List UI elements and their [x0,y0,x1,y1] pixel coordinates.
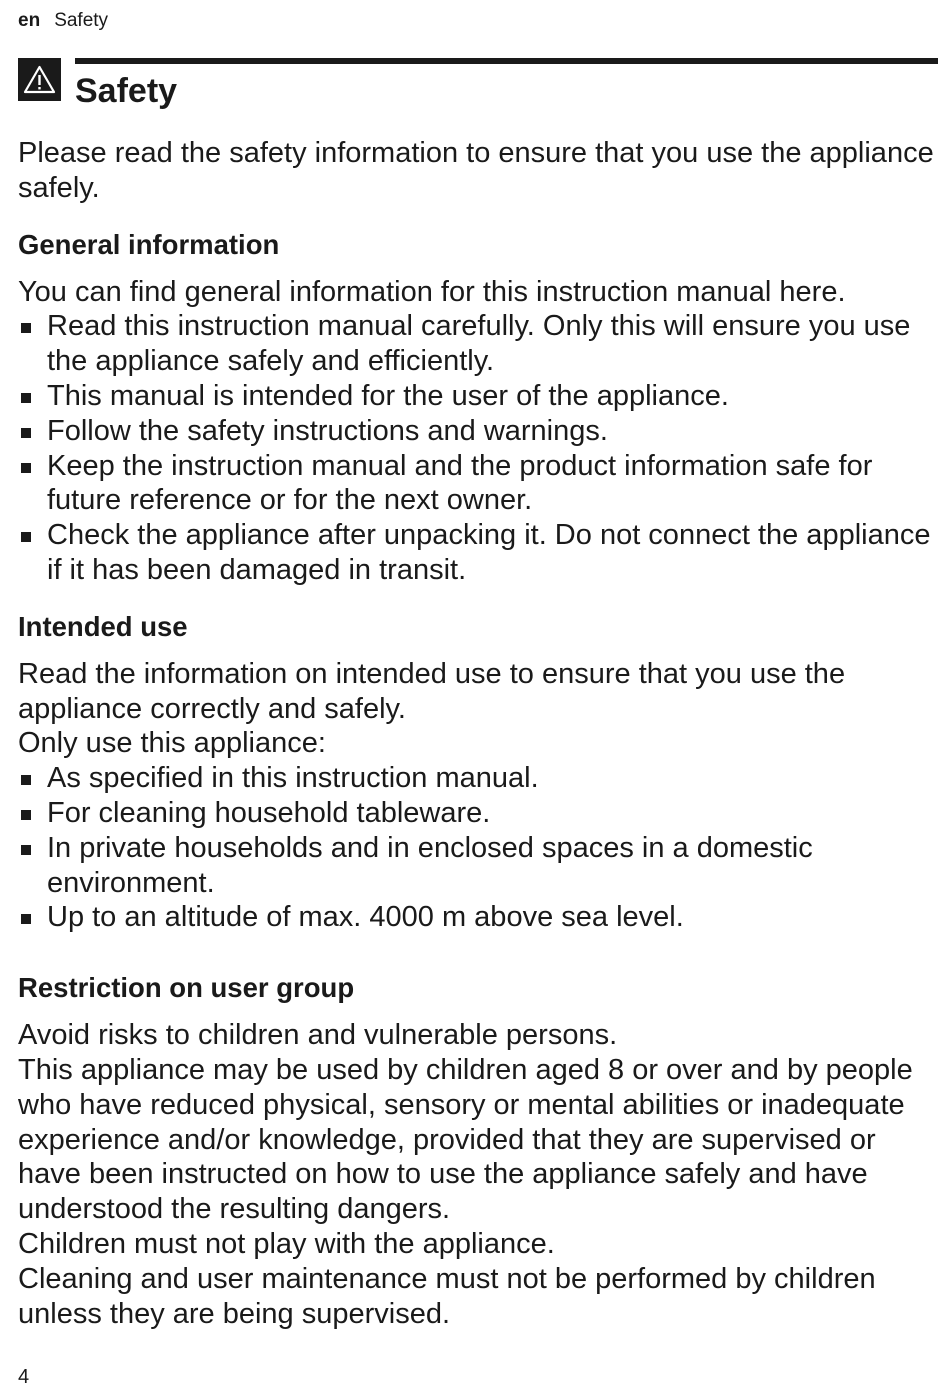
list-item: Read this instruction manual carefully. Only this will ensure you use the appliance safely and efficiently. [18,309,938,379]
restriction-heading: Restriction on user group [18,972,355,1004]
list-item: Follow the safety instructions and warnings. [18,414,938,449]
bullet-icon [21,393,31,403]
intended-lead: Read the information on intended use to ensure that you use the appliance correctly and safely. [18,657,846,725]
list-item: Keep the instruction manual and the product information safe for future reference or for the next owner. [18,449,938,519]
language-code: en [18,10,41,31]
list-item: As specified in this instruction manual. [18,761,938,796]
bullet-icon [21,775,31,785]
bullet-icon [21,914,31,924]
general-list [18,309,938,587]
list-item: This manual is intended for the user of the appliance. [18,379,938,414]
list-item: Check the appliance after unpacking it. Do not connect the appliance if it has been damaged in transit. [18,518,938,588]
bullet-icon [21,845,31,855]
bullet-icon [21,532,31,542]
bullet-icon [21,323,31,333]
restriction-paragraph: This appliance may be used by children aged 8 or over and by people who have reduced physical, sensory or mental abilities or inadequate experience and/or knowledge, provided that they are supervised or have been instructed on how to use the appliance safely and have understood the resulting dangers. [18,1053,913,1226]
intended-list [18,761,938,935]
title-rule [75,58,938,64]
restriction-paragraph: Cleaning and user maintenance must not be performed by children unless they are being supervised. [18,1262,876,1330]
list-item: For cleaning household tableware. [18,796,938,831]
intro-paragraph: Please read the safety information to ensure that you use the appliance safely. [18,137,934,204]
intended-lead-2: Only use this appliance: [18,727,326,760]
bullet-icon [21,463,31,473]
page-title: Safety [75,72,178,110]
general-lead: You can find general information for this instruction manual here. [18,275,846,308]
bullet-icon [21,810,31,820]
general-heading: General information [18,228,280,260]
content [18,136,938,1331]
list-item: Up to an altitude of max. 4000 m above sea level. [18,900,938,935]
restriction-paragraph: Children must not play with the appliance. [18,1227,555,1260]
list-item: In private households and in enclosed spaces in a domestic environment. [18,831,938,901]
intended-use-heading: Intended use [18,610,188,642]
restriction-paragraph: Avoid risks to children and vulnerable persons. [18,1019,618,1052]
warning-icon [18,58,61,101]
bullet-icon [21,428,31,438]
page-number: 4 [18,1366,30,1388]
running-header [18,10,108,32]
header-section: Safety [54,10,109,31]
